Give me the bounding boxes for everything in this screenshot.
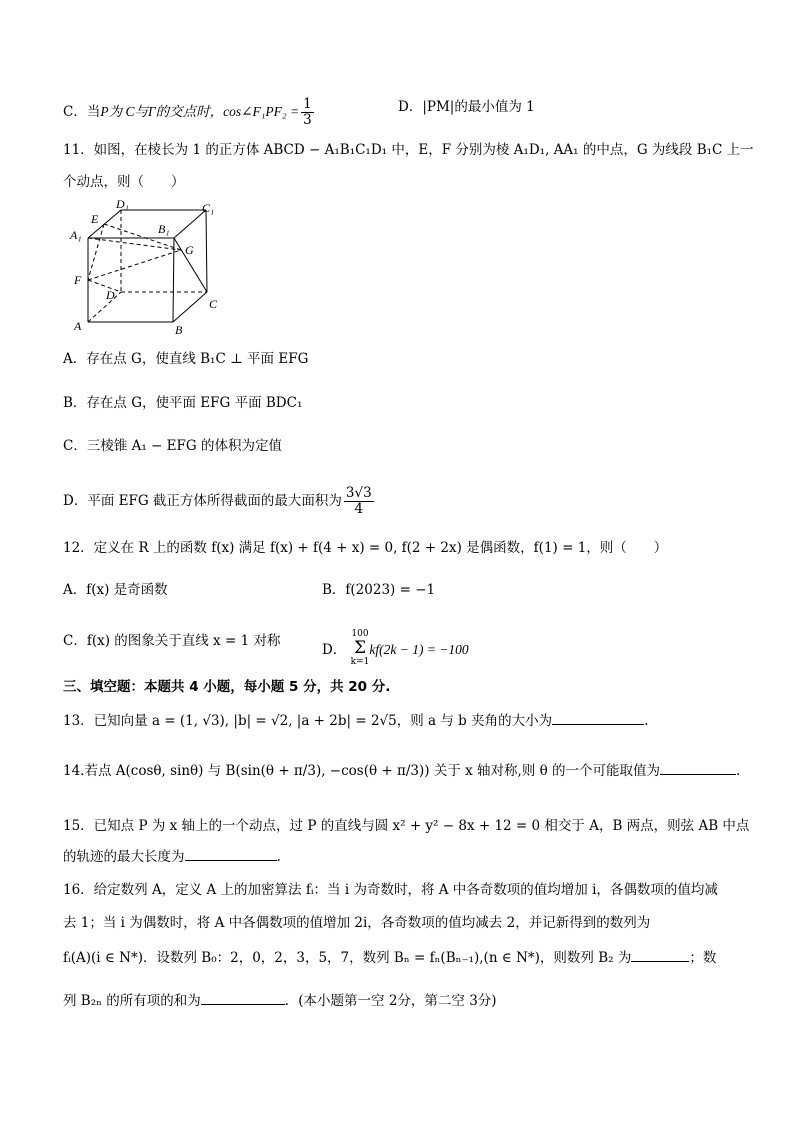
q10-option-c-prefix: C．当: [63, 104, 101, 120]
label-c: C: [209, 297, 218, 311]
label-a1: A₁: [70, 228, 82, 242]
q11-option-d-prefix: D．平面 EFG 截正方体所得截面的最大面积为: [63, 493, 342, 509]
edge-c1-c: [206, 210, 207, 292]
q16-line-4-text: 列 B₂ₙ 的所有项的和为: [63, 993, 201, 1009]
segment-f-d: [88, 280, 121, 292]
q14-end: .: [736, 763, 741, 779]
label-f: F: [74, 273, 82, 287]
label-e: E: [91, 212, 99, 226]
q11-option-c: C．三棱锥 A₁ − EFG 的体积为定值: [63, 438, 282, 454]
q15-line-1: 15．已知点 P 为 x 轴上的一个动点，过 P 的直线与圆 x² + y² − 8x + 12 = 0 相交于 A，B 两点，则弦 AB 中点: [63, 818, 750, 834]
q11-option-d: [63, 486, 376, 517]
label-g: G: [185, 243, 194, 257]
label-a: A: [74, 319, 82, 333]
q10-option-c-text: P为 C与Γ的交点时，cos∠F₁PF₂ =: [100, 104, 300, 119]
q16-line-4: [63, 990, 497, 1011]
answer-blank[interactable]: [660, 760, 736, 775]
answer-blank[interactable]: [185, 846, 277, 861]
label-b1: B₁: [158, 222, 170, 236]
q10-option-c-fraction: [301, 97, 314, 128]
fraction-denominator: 3: [303, 112, 312, 128]
q12-option-b: B．f(2023) = −1: [322, 582, 436, 598]
q10-option-c: [63, 97, 316, 128]
label-d1: D₁: [116, 197, 129, 211]
q12-stem: 12．定义在 R 上的函数 f(x) 满足 f(x) + f(4 + x) = 0, f(2 + 2x) 是偶函数，f(1) = 1，则（ ）: [63, 540, 668, 556]
edge-b-c: [173, 292, 207, 322]
q16-line-1: 16．给定数列 A，定义 A 上的加密算法 fᵢ：当 i 为奇数时，将 A 中各奇数项的值均增加 i，各偶数项的值均减: [63, 882, 718, 898]
q14: [63, 760, 740, 781]
q16-line-2: 去 1；当 i 为偶数时，将 A 中各偶数项的值增加 2i，各奇数项的值均减去 2，并记新得到的数列为: [63, 915, 651, 931]
summation-sigma: Σ: [353, 638, 366, 658]
q12-option-d-expression: kf(2k − 1) = −100: [369, 642, 469, 657]
q14-text: 14.若点 A(cosθ, sinθ) 与 B(sin(θ + π/3), −cos(θ + π/3)) 关于 x 轴对称,则 θ 的一个可能取值为: [63, 763, 661, 779]
answer-blank-2[interactable]: [201, 990, 285, 1005]
summation: [351, 629, 370, 668]
q12-option-a: A．f(x) 是奇函数: [63, 582, 168, 598]
answer-blank-1[interactable]: [631, 947, 689, 962]
q16-line-4-end: ．(本小题第一空 2分，第二空 3分): [284, 993, 497, 1009]
q13: [63, 710, 648, 731]
q13-text: 13．已知向量 a = (1, √3), |b| = √2, |a + 2b| = 2√5，则 a 与 b 夹角的大小为: [63, 713, 553, 729]
segment-e-f: [88, 224, 104, 280]
label-c1: C₁: [202, 201, 215, 215]
q11-option-d-fraction: [344, 486, 374, 517]
cube-figure: [60, 196, 230, 338]
q11-option-b: B．存在点 G，使平面 EFG 平面 BDC₁: [63, 395, 303, 411]
fraction-denominator: 4: [354, 501, 364, 517]
q16-line-3-end: ；数: [689, 950, 717, 966]
q16-line-3-text: fᵢ(A)(i ∈ N*)．设数列 B₀：2，0，2，3，5，7，数列 Bₙ = fₙ(Bₙ₋₁),(n ∈ N*)，则数列 B₂ 为: [63, 950, 632, 966]
summation-upper: 100: [351, 629, 369, 639]
fraction-numerator: 3√3: [345, 485, 372, 501]
q11-stem-line-2: 个动点，则（ ）: [63, 174, 185, 190]
section-3-title: 三、填空题：本题共 4 小题，每小题 5 分，共 20 分.: [63, 679, 391, 695]
label-d: D: [106, 288, 115, 302]
q12-option-d-prefix: D．: [322, 642, 347, 658]
q15-text: 的轨迹的最大长度为: [63, 849, 185, 865]
summation-lower: k=1: [350, 657, 370, 667]
segment-f-g: [88, 250, 181, 280]
q15-line-2: [63, 846, 281, 867]
q16-line-3: [63, 947, 716, 968]
q12-option-c: C．f(x) 的图象关于直线 x = 1 对称: [63, 633, 281, 649]
segment-a1-g: [88, 238, 181, 250]
q12-option-d: [322, 631, 469, 670]
fraction-numerator: 1: [303, 96, 312, 112]
q11-option-a: A．存在点 G，使直线 B₁C ⊥ 平面 EFG: [63, 351, 309, 367]
q10-option-d: D．|PM|的最小值为 1: [398, 99, 535, 115]
label-b: B: [175, 323, 183, 337]
q15-end: .: [276, 849, 281, 865]
edge-b1-b: [173, 238, 174, 322]
q11-stem-line-1: 11．如图，在棱长为 1 的正方体 ABCD − A₁B₁C₁D₁ 中，E，F 分别为棱 A₁D₁, AA₁ 的中点，G 为线段 B₁C 上一: [63, 142, 754, 158]
edge-a-d: [88, 292, 121, 322]
answer-blank[interactable]: [552, 710, 644, 725]
q13-end: .: [644, 713, 649, 729]
